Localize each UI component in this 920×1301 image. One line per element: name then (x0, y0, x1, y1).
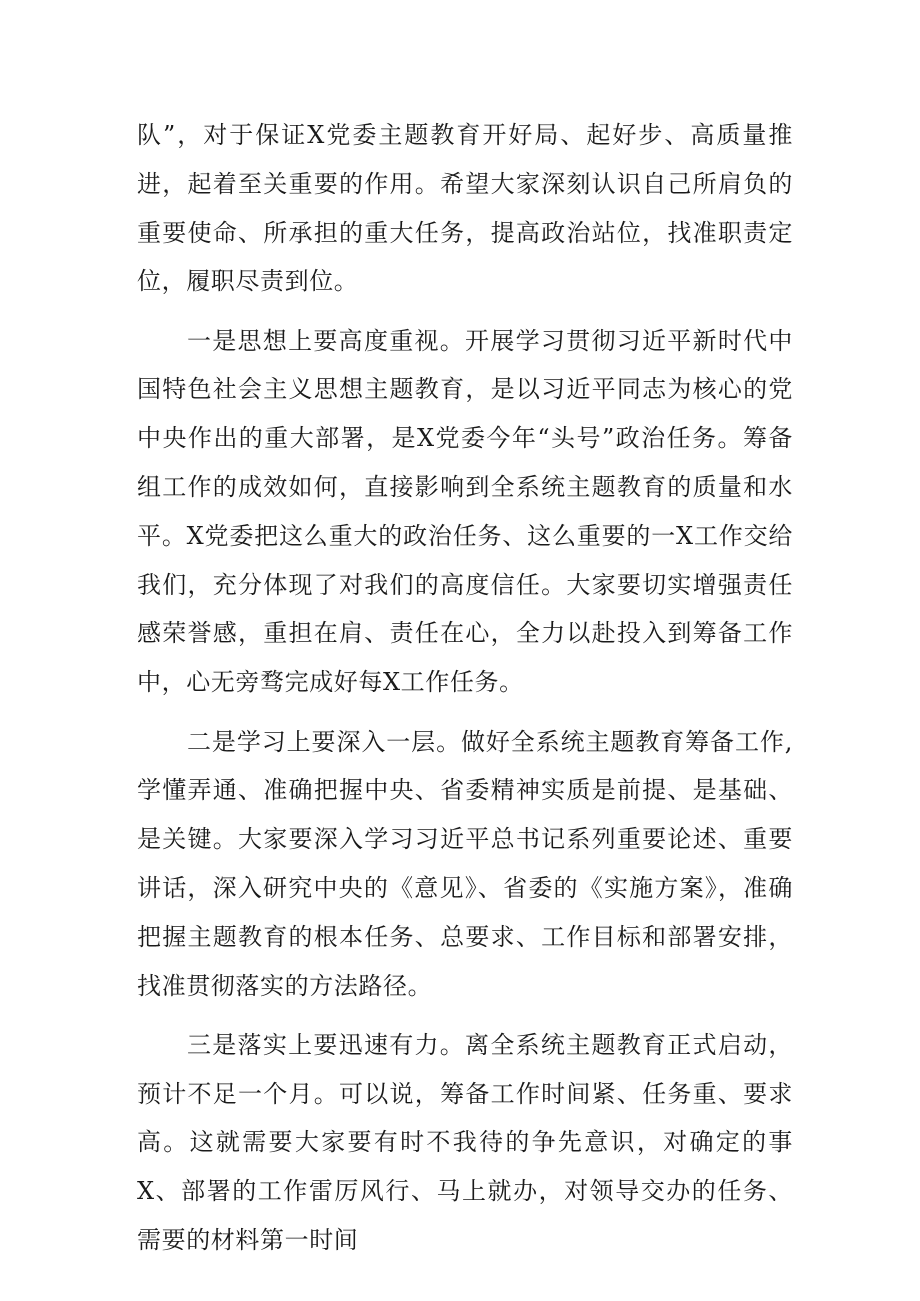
paragraph-intro: 队”，对于保证X党委主题教育开好局、起好步、高质量推进，起着至关重要的作用。希望大家深刻认识自己所肩负的重要使命、所承担的重大任务，提高政治站位，找准职责定位，履职尽责到位。 (137, 121, 793, 296)
paragraph-point-one: 一是思想上要高度重视。开展学习贯彻习近平新时代中国特色社会主义思想主题教育，是以习近平同志为核心的党中央作出的重大部署，是X党委今年“头号”政治任务。筹备组工作的成效如何，直接影响到全系统主题教育的质量和水平。X党委把这么重大的政治任务、这么重要的一X工作交给我们，充分体现了对我们的高度信任。大家要切实增强责任感荣誉感，重担在肩、责任在心，全力以赴投入到筹备工作中，心无旁骛完成好每X工作任务。 (137, 326, 793, 697)
paragraph-point-three: 三是落实上要迅速有力。离全系统主题教育正式启动，预计不足一个月。可以说，筹备工作时间紧、任务重、要求高。这就需要大家要有时不我待的争先意识，对确定的事X、部署的工作雷厉风行、马上就办，对领导交办的任务、需要的材料第一时间 (137, 1030, 793, 1255)
paragraph-point-two: 二是学习上要深入一层。做好全系统主题教育筹备工作,学懂弄通、准确把握中央、省委精神实质是前提、是基础、是关键。大家要深入学习习近平总书记系列重要论述、重要讲话，深入研究中央的《意见》、省委的《实施方案》，准确把握主题教育的根本任务、总要求、工作目标和部署安排，找准贯彻落实的方法路径。 (137, 727, 793, 1000)
document-body (137, 111, 793, 1275)
